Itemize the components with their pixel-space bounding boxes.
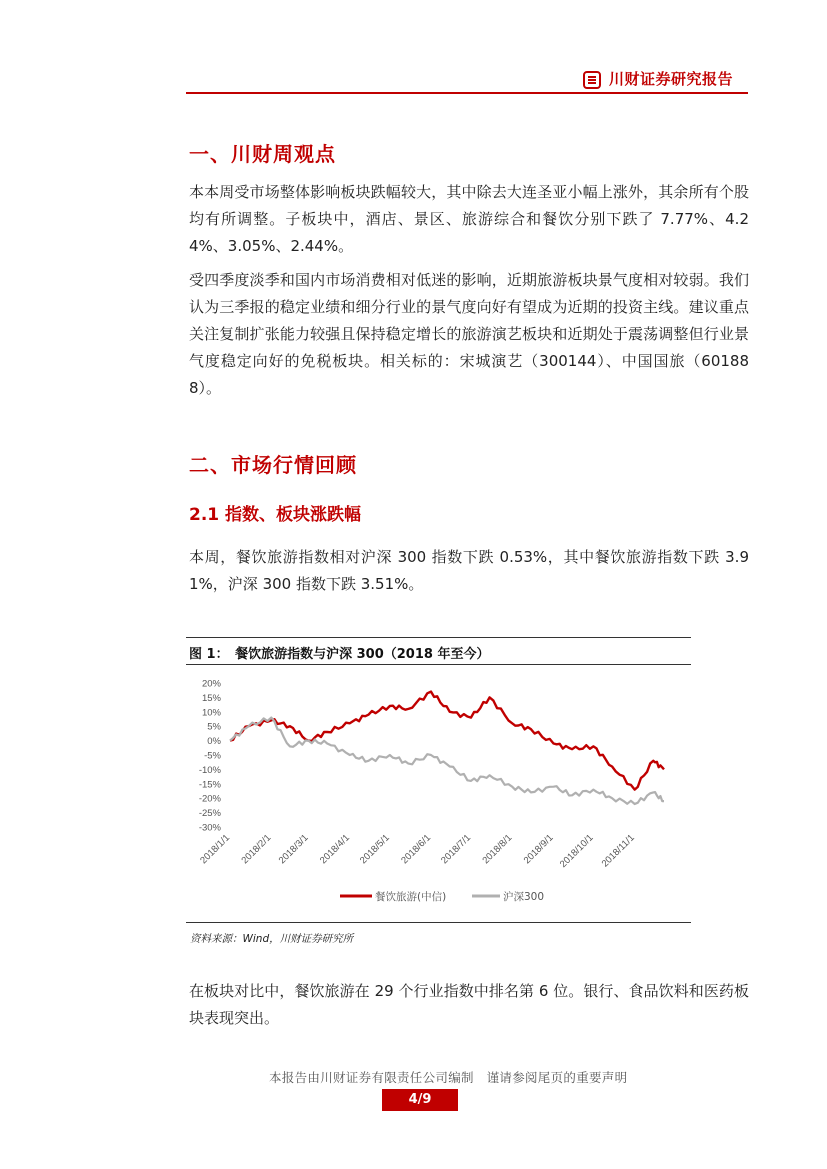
legend-label: 沪深300 — [503, 891, 545, 903]
figure-bottom-rule — [186, 922, 691, 923]
y-tick-label: 15% — [201, 692, 221, 704]
x-tick-label: 2018/9/1 — [521, 832, 556, 867]
y-tick-label: -15% — [198, 779, 221, 791]
x-tick-label: 2018/3/1 — [276, 832, 311, 867]
y-tick-label: -10% — [198, 764, 221, 776]
section2-paragraph-2: 在板块对比中，餐饮旅游在 29 个行业指数中排名第 6 位。银行、食品饮料和医药板块表现突出。 — [189, 982, 749, 1027]
legend-label: 餐饮旅游(中信) — [375, 891, 447, 903]
y-tick-label: 20% — [201, 678, 221, 690]
x-tick-label: 2018/6/1 — [399, 832, 434, 867]
series-line-catering-tourism — [230, 692, 664, 790]
section1-paragraph-2: 受四季度淡季和国内市场消费相对低迷的影响，近期旅游板块景气度相对较弱。我们认为三季报的稳定业绩和细分行业的景气度向好有望成为近期的投资主线。建议重点关注复制扩张能力较强且保持稳定增长的旅游演艺板块和近期处于震荡调整但行业景气度稳定向好的免税板块。相关标的：宋城演艺（300144）、中国国旅（601888）。 — [189, 271, 749, 397]
header-divider — [186, 92, 748, 94]
section1-paragraph-1: 本本周受市场整体影响板块跌幅较大，其中除去大连圣亚小幅上涨外，其余所有个股均有所调整。子板块中，酒店、景区、旅游综合和餐饮分别下跌了 7.77%、4.24%、3.05%、2.44%。 — [189, 183, 749, 255]
y-tick-label: 0% — [207, 736, 221, 748]
report-header-title: 川财证券研究报告 — [609, 70, 734, 88]
y-tick-label: -5% — [204, 750, 221, 762]
y-tick-label: -20% — [198, 793, 221, 805]
page-number: 4/9 — [382, 1089, 458, 1111]
figure-source: 资料来源：Wind，川财证券研究所 — [190, 933, 354, 945]
y-tick-label: 10% — [201, 707, 221, 719]
x-tick-label: 2018/7/1 — [439, 832, 474, 867]
section2-paragraph-1: 本周，餐饮旅游指数相对沪深 300 指数下跌 0.53%，其中餐饮旅游指数下跌 3.91%，沪深 300 指数下跌 3.51%。 — [189, 548, 749, 593]
x-tick-label: 2018/2/1 — [239, 832, 274, 867]
section1-heading: 一、川财周观点 — [189, 142, 336, 166]
x-tick-label: 2018/11/1 — [599, 832, 637, 870]
figure-title-rule — [186, 664, 691, 665]
section2-1-heading: 2.1 指数、板块涨跌幅 — [189, 505, 362, 525]
x-tick-label: 2018/8/1 — [480, 832, 515, 867]
x-tick-label: 2018/10/1 — [557, 832, 596, 871]
index-comparison-chart — [186, 666, 691, 920]
y-tick-label: 5% — [207, 721, 221, 733]
chuancai-logo-icon — [583, 71, 601, 89]
x-tick-label: 2018/4/1 — [318, 832, 352, 867]
y-tick-label: -25% — [198, 808, 221, 820]
x-tick-label: 2018/1/1 — [198, 832, 233, 867]
footer-disclaimer: 本报告由川财证券有限责任公司编制 谨请参阅尾页的重要声明 — [269, 1070, 628, 1085]
section2-heading: 二、市场行情回顾 — [189, 453, 357, 477]
figure-top-rule — [186, 637, 691, 638]
x-tick-label: 2018/5/1 — [357, 832, 392, 867]
y-tick-label: -30% — [198, 822, 221, 834]
figure-title: 图 1： 餐饮旅游指数与沪深 300（2018 年至今） — [189, 647, 490, 662]
